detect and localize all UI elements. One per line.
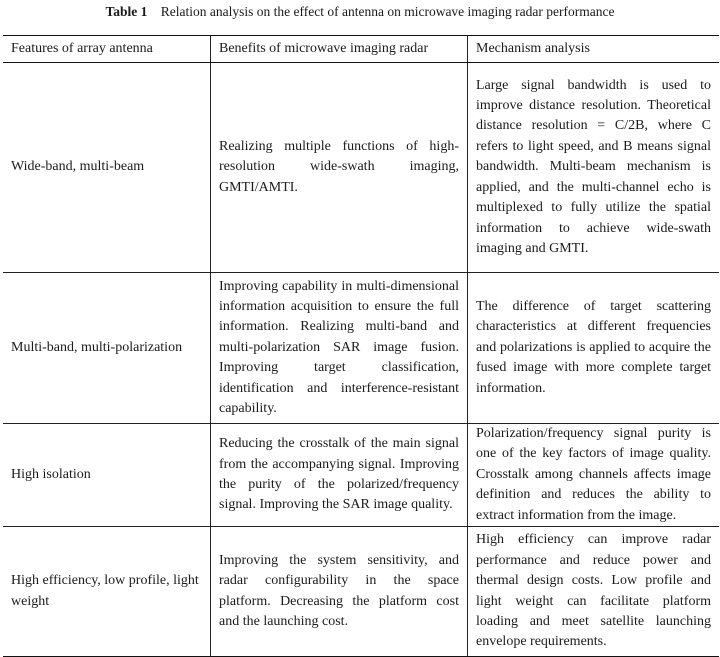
feature-cell: Wide-band, multi-beam xyxy=(3,63,211,273)
header-row xyxy=(3,36,719,63)
table-title: Relation analysis on the effect of antenna on microwave imaging radar performance xyxy=(160,4,615,19)
mechanism-cell: The difference of target scattering characteristics at different frequencies and polarizations is applied to acquire the fused image with more complete target information. xyxy=(468,273,720,424)
mechanism-cell: Polarization/frequency signal purity is one of the key factors of image quality. Crosstalk among channels affects image definition and reduces the ability to extract information from the image. xyxy=(468,424,720,527)
benefit-cell: Improving capability in multi-dimensional information acquisition to ensure the full information. Realizing multi-band and multi-polarization SAR image fusion. Improving target classification, identification and interference-resistant capability. xyxy=(211,273,468,424)
benefit-cell: Reducing the crosstalk of the main signal from the accompanying signal. Improving the purity of the polarized/frequency signal. Improving the SAR image quality. xyxy=(211,424,468,527)
feature-cell: High isolation xyxy=(3,424,211,527)
benefit-cell: Improving the system sensitivity, and radar configurability in the space platform. Decreasing the platform cost and the launching cost. xyxy=(211,527,468,657)
relation-analysis-table xyxy=(3,35,719,657)
table-caption xyxy=(0,3,720,21)
table-row xyxy=(3,527,719,657)
header-features: Features of array antenna xyxy=(3,36,211,63)
feature-cell: High efficiency, low profile, light weight xyxy=(3,527,211,657)
header-mechanism: Mechanism analysis xyxy=(468,36,720,63)
header-benefits: Benefits of microwave imaging radar xyxy=(211,36,468,63)
table-row xyxy=(3,424,719,527)
feature-cell: Multi-band, multi-polarization xyxy=(3,273,211,424)
benefit-cell: Realizing multiple functions of high-resolution wide-swath imaging, GMTI/AMTI. xyxy=(211,63,468,273)
mechanism-cell: High efficiency can improve radar performance and reduce power and thermal design costs. Low profile and light weight can facilitate platform loading and meet satellite launching envelope requirements. xyxy=(468,527,720,657)
mechanism-cell: Large signal bandwidth is used to improve distance resolution. Theoretical distance resolution = C/2B, where C refers to light speed, and B means signal bandwidth. Multi-beam mechanism is applied, and the multi-channel echo is multiplexed to fully utilize the spatial information to achieve wide-swath imaging and GMTI. xyxy=(468,63,720,273)
table-row xyxy=(3,63,719,273)
table-label: Table 1 xyxy=(105,4,148,19)
table-row xyxy=(3,273,719,424)
